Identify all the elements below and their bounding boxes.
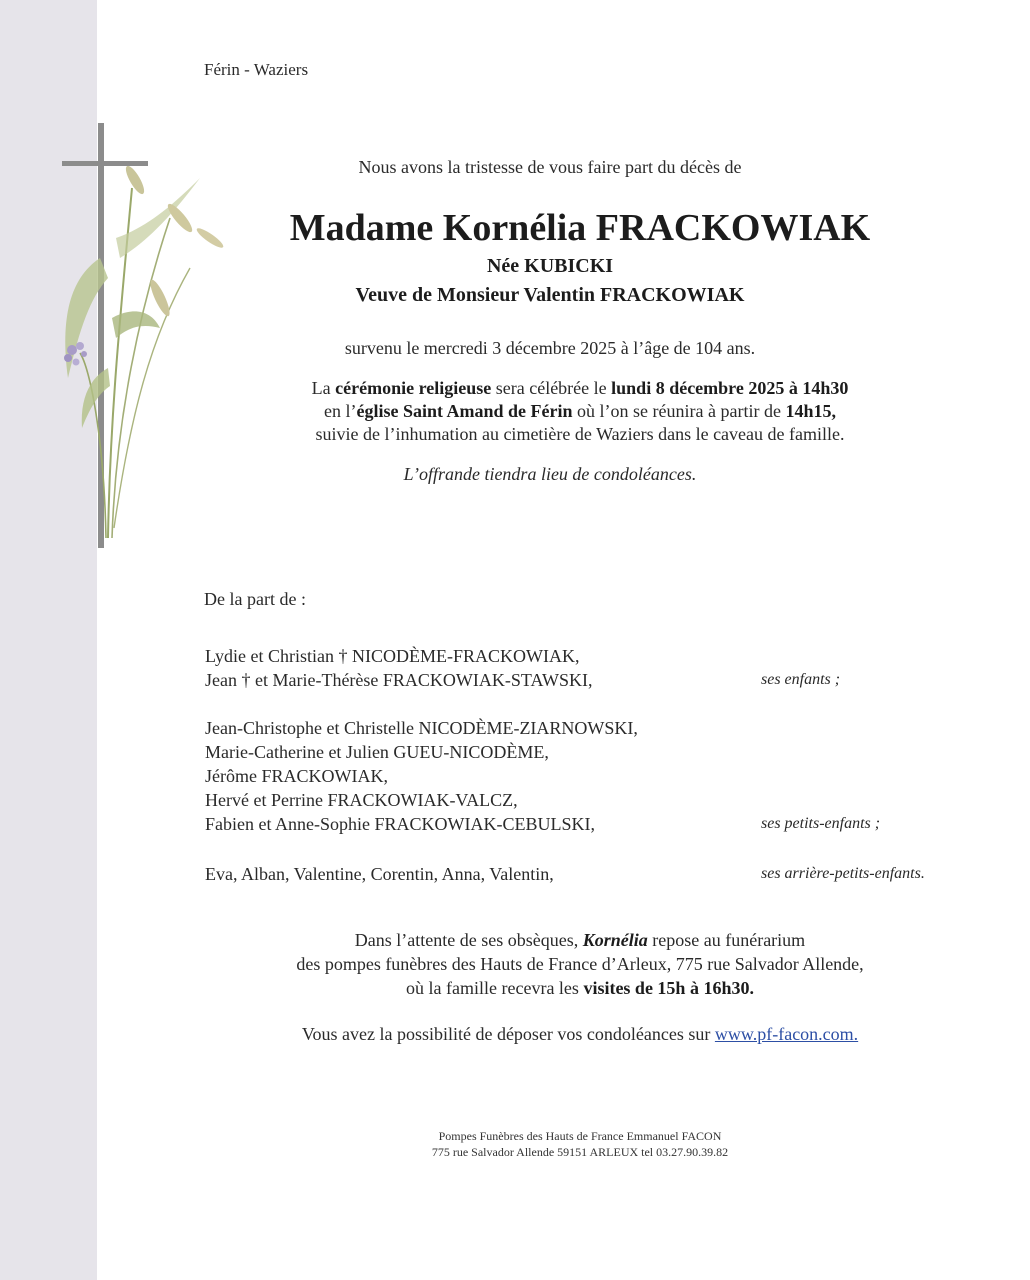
- grandchildren-list: [205, 716, 638, 836]
- footer: [250, 1128, 910, 1160]
- condolences-line: Vous avez la possibilité de déposer vos condoléances sur www.pf-facon.com.: [301, 1024, 859, 1044]
- ceremony-line-2: en l’église Saint Amand de Férin où l’on se réunira à partir de 14h15,: [324, 401, 836, 421]
- list-item: Jean † et Marie-Thérèse FRACKOWIAK-STAWSKI,: [205, 670, 593, 690]
- funerarium-line-3: où la famille recevra les visites de 15h à 16h30.: [406, 978, 754, 998]
- great-grandchildren-list: Eva, Alban, Valentine, Corentin, Anna, Valentin,: [205, 864, 554, 884]
- deceased-name: Madame Kornélia FRACKOWIAK: [289, 207, 871, 249]
- funerarium-block: [150, 928, 1010, 1000]
- list-item: Fabien et Anne-Sophie FRACKOWIAK-CEBULSKI,: [205, 814, 595, 834]
- children-list: [205, 644, 593, 692]
- ceremony-block: [200, 377, 960, 446]
- footer-line-1: Pompes Funèbres des Hauts de France Emmanuel FACON: [438, 1129, 722, 1143]
- maiden-name: Née KUBICKI: [486, 255, 614, 277]
- location-header: Férin - Waziers: [204, 60, 309, 79]
- list-item: Jean-Christophe et Christelle NICODÈME-ZIARNOWSKI,: [205, 718, 638, 738]
- footer-line-2: 775 rue Salvador Allende 59151 ARLEUX tel 03.27.90.39.82: [431, 1145, 729, 1159]
- great-grandchildren-role: ses arrière-petits-enfants.: [761, 865, 925, 882]
- grandchildren-role: ses petits-enfants ;: [761, 815, 881, 832]
- condolences-link[interactable]: www.pf-facon.com.: [714, 1024, 859, 1044]
- list-item: Jérôme FRACKOWIAK,: [205, 766, 388, 786]
- death-date: survenu le mercredi 3 décembre 2025 à l’âge de 104 ans.: [344, 338, 756, 358]
- list-item: Marie-Catherine et Julien GUEU-NICODÈME,: [205, 742, 549, 762]
- children-role: ses enfants ;: [761, 671, 841, 688]
- funerarium-line-1: Dans l’attente de ses obsèques, Kornélia repose au funérarium: [354, 930, 806, 950]
- cross-wheat-illustration: [50, 118, 240, 548]
- ceremony-line-3: suivie de l’inhumation au cimetière de Waziers dans le caveau de famille.: [315, 424, 845, 444]
- list-item: Lydie et Christian † NICODÈME-FRACKOWIAK,: [205, 646, 580, 666]
- offrande-note: L’offrande tiendra lieu de condoléances.: [403, 464, 697, 484]
- list-item: Hervé et Perrine FRACKOWIAK-VALCZ,: [205, 790, 518, 810]
- de-la-part-label: De la part de :: [204, 589, 306, 609]
- intro-text: Nous avons la tristesse de vous faire part du décès de: [358, 157, 742, 177]
- widow-of: Veuve de Monsieur Valentin FRACKOWIAK: [355, 284, 745, 306]
- funerarium-line-2: des pompes funèbres des Hauts de France d’Arleux, 775 rue Salvador Allende,: [296, 954, 864, 974]
- ceremony-line-1: La cérémonie religieuse sera célébrée le lundi 8 décembre 2025 à 14h30: [311, 378, 849, 398]
